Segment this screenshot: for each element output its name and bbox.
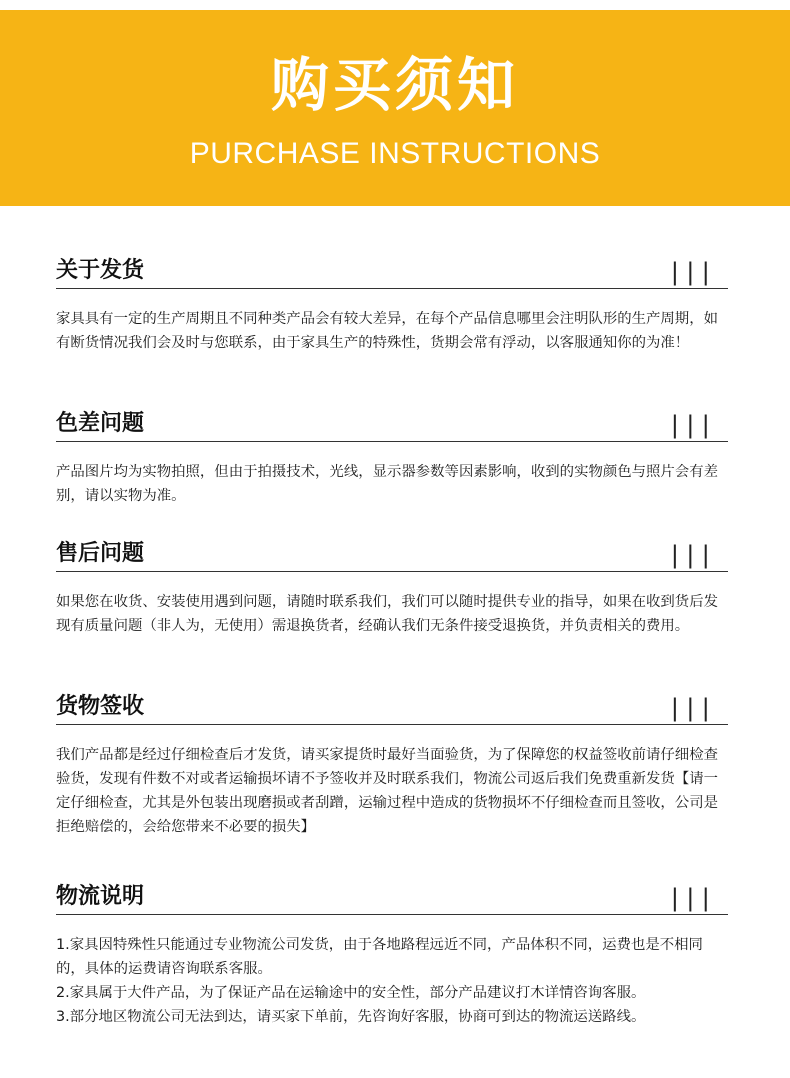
section-logistics — [56, 882, 728, 1029]
page-title: 购买须知 — [270, 51, 519, 119]
section-title: 物流说明 — [56, 884, 145, 909]
section-paragraph: 如果您在收货、安装使用遇到问题，请随时联系我们，我们可以随时提供专业的指导，如果在收到货后发现有质量问题（非人为，无使用）需退换货者，经确认我们无条件接受退换货，并负责相关的费用。 — [56, 594, 718, 634]
section-body — [56, 590, 728, 638]
section-bars-mark: ||| — [667, 694, 714, 722]
page-subtitle: PURCHASE INSTRUCTIONS — [189, 137, 601, 170]
section-body — [56, 743, 728, 839]
section-title: 色差问题 — [56, 411, 145, 436]
section-bars-mark: ||| — [667, 884, 714, 912]
section-paragraph: 2.家具属于大件产品，为了保证产品在运输途中的安全性，部分产品建议打木详情咨询客服。 — [56, 985, 646, 1001]
section-bars-mark: ||| — [667, 258, 714, 286]
section-paragraph: 产品图片均为实物拍照，但由于拍摄技术，光线，显示器参数等因素影响，收到的实物颜色与照片会有差别，请以实物为准。 — [56, 464, 718, 504]
section-header — [56, 882, 728, 915]
section-header — [56, 692, 728, 725]
section-shipping — [56, 256, 728, 355]
section-body — [56, 460, 728, 508]
section-title: 关于发货 — [56, 258, 145, 283]
section-paragraph: 1.家具因特殊性只能通过专业物流公司发货，由于各地路程远近不同，产品体积不同，运费也是不相同的，具体的运费请咨询联系客服。 — [56, 937, 703, 977]
section-header — [56, 256, 728, 289]
section-title: 售后问题 — [56, 541, 145, 566]
section-title: 货物签收 — [56, 694, 145, 719]
section-header — [56, 409, 728, 442]
section-paragraph: 3.部分地区物流公司无法到达，请买家下单前，先咨询好客服，协商可到达的物流运送路线。 — [56, 1009, 646, 1025]
header-banner — [0, 10, 790, 206]
section-body — [56, 307, 728, 355]
section-header — [56, 539, 728, 572]
section-receipt — [56, 692, 728, 839]
section-bars-mark: ||| — [667, 541, 714, 569]
section-bars-mark: ||| — [667, 411, 714, 439]
section-paragraph: 家具具有一定的生产周期且不同种类产品会有较大差异，在每个产品信息哪里会注明队形的生产周期，如有断货情况我们会及时与您联系，由于家具生产的特殊性，货期会常有浮动，以客服通知你的为准！ — [56, 311, 718, 351]
section-body — [56, 933, 728, 1029]
section-color-difference — [56, 409, 728, 508]
section-paragraph: 我们产品都是经过仔细检查后才发货，请买家提货时最好当面验货，为了保障您的权益签收前请仔细检查验货，发现有件数不对或者运输损坏请不予签收并及时联系我们，物流公司返后我们免费重新发货【请一定仔细检查，尤其是外包装出现磨损或者刮蹭，运输过程中造成的货物损坏不仔细检查而且签收，公司是拒绝赔偿的，会给您带来不必要的损失】 — [56, 747, 718, 835]
section-after-sales — [56, 539, 728, 638]
